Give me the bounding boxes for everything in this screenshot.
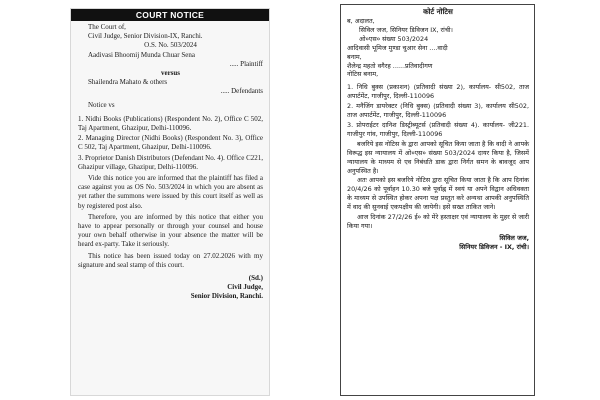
hindi-recipient-item-3: 3. प्रोपराईटर दानिश डिस्ट्रीब्यूटर्स (प्रतिवादी संख्या 4). कार्यालय- जी221. गाजीपुर गांव, गाजीपुर, दिल्ली-110096 [347,120,529,138]
court-division-line: Civil Judge, Senior Division-IX, Ranchi. [88,32,203,41]
hindi-recipient-item-1: 1. निधि बुक्स (प्रकाशन) (प्रतिवादी संख्या 2), कार्यालय- सी502, ताज अपार्टमेंट, गाजीपुर, दिल्ली-110096 [347,83,529,101]
recipient-item-2: 2. Managing Director (Nidhi Books) (Respondent No. 3), Office C 502, Taj Apartment, Ghazipur, Delhi-110096. [78,134,263,152]
defendant-name: Shailendra Mahato & others [88,78,168,87]
hindi-case-number: ओ०एस० संख्या 503/2024 [359,34,429,43]
hindi-signatory-office: सिनियर डिविजन - IX, रांची। [459,242,529,251]
plaintiff-role: ..... Plaintiff [229,59,263,68]
hindi-plaintiff-line: आदिवासी भूमिज मुण्डा चुआर सेना ....वादी [347,43,448,52]
hindi-court-line-1: ब, अदालत, [347,17,375,25]
plaintiff-name: Aadivasi Bhoomij Munda Chuar Sena [88,50,195,59]
notice-paragraph-1: Vide this notice you are informed that the plaintiff has filed a case against you as OS No. 503/2024 in which you are absent as yet rather the summons were issued by this court itself as well as by registered post also. [78,174,263,210]
hindi-paragraph-2: अतः आपको इस बजरिये नोटिस द्वारा सूचित किया जाता है कि आप दिनांक 20/4/26 को पूर्वाहन 10.30 बजे पूर्वाह्न में स्वयं या अपने विद्वान अधिवक्ता के माध्यम से उपस्थित होकर अपना पक्ष प्रस्तुत करे अन्यथा आपकी अनुपस्थिति में वाद की सुनवाई एकपक्षीय की जायेगी। इसे सख्त ताकित जाने। [347,176,529,212]
notice-recipients-label: Notice vs [88,100,115,109]
recipient-item-3: 3. Proprietor Danish Distributors (Defendant No. 4). Office C221, Ghazipur village, Ghazipur, Delhi-110096. [78,153,263,171]
hindi-defendant-line: शैलेन्द्र महतो वगैरह ......प्रतिवादीगण [347,61,433,70]
hindi-paragraph-3: आज दिनांक 27/2/26 ई० को मेरे हस्ताक्षर एवं न्यायालय के मुहर से जारी किया गया। [347,213,529,230]
court-name-line: The Court of, [88,23,126,31]
signatory-title: Civil Judge, [227,283,263,292]
hindi-recipient-item-2: 2. मनैजिंग डायरेक्टर (निधि बुक्स) (प्रतिवादी संख्या 3), कार्यालय सी502, ताज अपार्टमेंट, गाजीपुर, दिल्ली-110096 [347,102,529,120]
defendant-role: ..... Defendants [220,87,263,96]
english-notice-title: COURT NOTICE [71,9,269,21]
notice-paragraph-2: Therefore, you are informed by this notice that either you have to appear personally or through your counsel and house your own behalf otherwise in your absence the matter will be heard ex-party. Take it seriously. [78,212,263,249]
hindi-court-line-2: सिविल जज, सिनियर डिविजन IX, रांची। [359,25,453,34]
english-court-notice [70,8,270,396]
versus-label: versus [160,69,181,78]
hindi-versus-label: बनाम, [347,52,362,61]
signature-mark: (Sd.) [248,274,263,283]
hindi-paragraph-1: बजरिये इस नोटिस के द्वारा आपको सूचित किया जाता है कि वादी ने आपके विरूद्ध इस न्यायालय में ओ०एस० संख्या 503/2024 दायर किया है, जिसमें न्यायालय के माध्यम से एव निबंधति डाक द्वारा निर्गत समन के बावजूद आप अनुपस्थित है। [347,139,529,175]
signatory-office: Senior Division, Ranchi. [190,292,263,301]
notice-paragraph-3: This notice has been issued today on 27.02.2026 with my signature and seal stamp of this court. [78,251,263,269]
recipient-item-1: 1. Nidhi Books (Publications) (Respondent No. 2), Office C 502, Taj Apartment, Ghazipur, Delhi-110096. [78,114,263,133]
hindi-notice-title: कोर्ट नोटिस [423,7,453,16]
case-number: O.S. No. 503/2024 [144,41,197,50]
hindi-court-notice [340,4,535,396]
hindi-signatory-title: सिविल जज, [499,233,529,242]
hindi-notice-to: नोटिस बनाम, [347,70,379,79]
